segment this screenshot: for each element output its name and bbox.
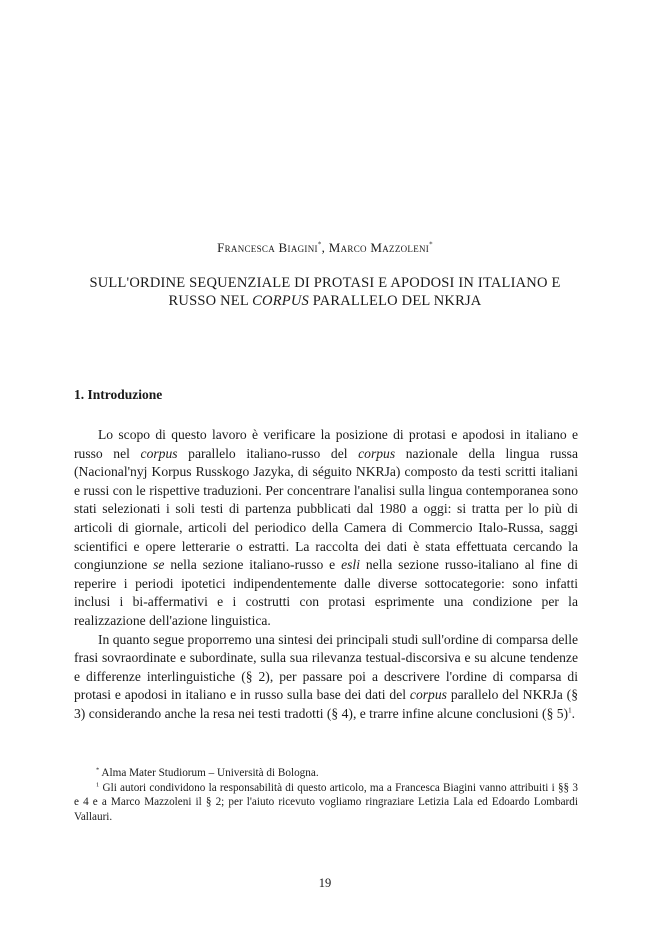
text-run: In quanto segue proporremo una sintesi dei principali studi sull'ordine di comparsa delle frasi sovraordinate e subordinate, sulla sua rilevanza testual-discorsiva e su alcune tendenze e differenze interlinguistiche (§ 2), per passare poi a descrivere l'ordine di comparsa di protasi e apodosi in italiano e in russo sulla base dei dati del (74, 631, 578, 703)
text-run: parallelo italiano-russo del (177, 445, 359, 461)
footnote (74, 781, 578, 825)
footnote-reference[interactable]: 1 (568, 706, 572, 715)
body-text (74, 426, 578, 724)
paragraph (74, 631, 578, 724)
text-run: . (571, 705, 575, 721)
page-number: 19 (318, 876, 332, 890)
footnotes (74, 766, 578, 824)
affiliation-mark: * (317, 240, 322, 249)
text-run: parallelo del NKRJa (§ 3) considerando anche la resa nei testi tradotti (§ 4), e trarre infine alcune conclusioni (§ 5) (74, 687, 578, 721)
footnote-text: Alma Mater Studiorum – Università di Bologna. (99, 767, 319, 779)
title-italic-word: CORPUS (252, 293, 309, 309)
italic-term: corpus (140, 445, 178, 461)
text-run: nazionale della lingua russa (Nacional'nyj Korpus Russkogo Jazyka, di séguito NKRJa) composto da testi scritti italiani e russi con le rispettive traduzioni. Per concentrare l'analisi sulla lingua contemporanea sono stati selezionati i soli testi di partenza pubblicati dal 1980 a oggi: si tratta per lo più di articoli di giornale, articoli del periodico della Camera di Commercio Italo-Russa, saggi scientifici e opere letterarie o estratti. La raccolta dei dati è stata effettuata cercando la congiunzione (74, 445, 578, 573)
paragraph (74, 426, 578, 631)
author-name: Marco Mazzoleni (328, 240, 430, 255)
footnote (74, 766, 578, 781)
italic-term: esli (341, 557, 360, 573)
footnote-mark: 1 (96, 780, 100, 788)
text-run: nella sezione italiano-russo e (164, 557, 342, 573)
text-run: Lo scopo di questo lavoro è verificare la posizione di protasi e apodosi in italiano e russo nel (74, 427, 578, 461)
section-heading: 1. Introduzione (74, 387, 163, 402)
affiliation-mark: * (429, 240, 433, 249)
footnote-text: Gli autori condividono la responsabilità di questo articolo, ma a Francesca Biagini vanno attribuiti i §§ 3 e 4 e a Marco Mazzoleni il § 2; per l'aiuto ricevuto vogliamo ringraziare Letizia Lala ed Edoardo Lombardi Vallauri. (74, 781, 578, 823)
italic-term: corpus (409, 687, 447, 703)
author-name: Francesca Biagini (217, 240, 318, 255)
footnote-mark: * (96, 766, 100, 774)
author-separator: , (321, 240, 329, 255)
italic-term: corpus (358, 445, 396, 461)
article-title (70, 274, 580, 310)
author-line (0, 240, 650, 256)
title-line-2-start: RUSSO NEL (168, 293, 253, 309)
title-line-2-end: PARALLELO DEL NKRJA (308, 293, 482, 309)
text-run: nella sezione russo-italiano al fine di reperire i periodi ipotetici indipendentemente dalle diverse sottocategorie: sono infatti inclusi i bi-affermativi e i costrutti con protasi esprimente una condizione per la realizzazione dell'azione linguistica. (74, 557, 578, 628)
title-line-1: SULL'ORDINE SEQUENZIALE DI PROTASI E APODOSI IN ITALIANO E (89, 275, 561, 291)
italic-term: se (153, 557, 165, 573)
